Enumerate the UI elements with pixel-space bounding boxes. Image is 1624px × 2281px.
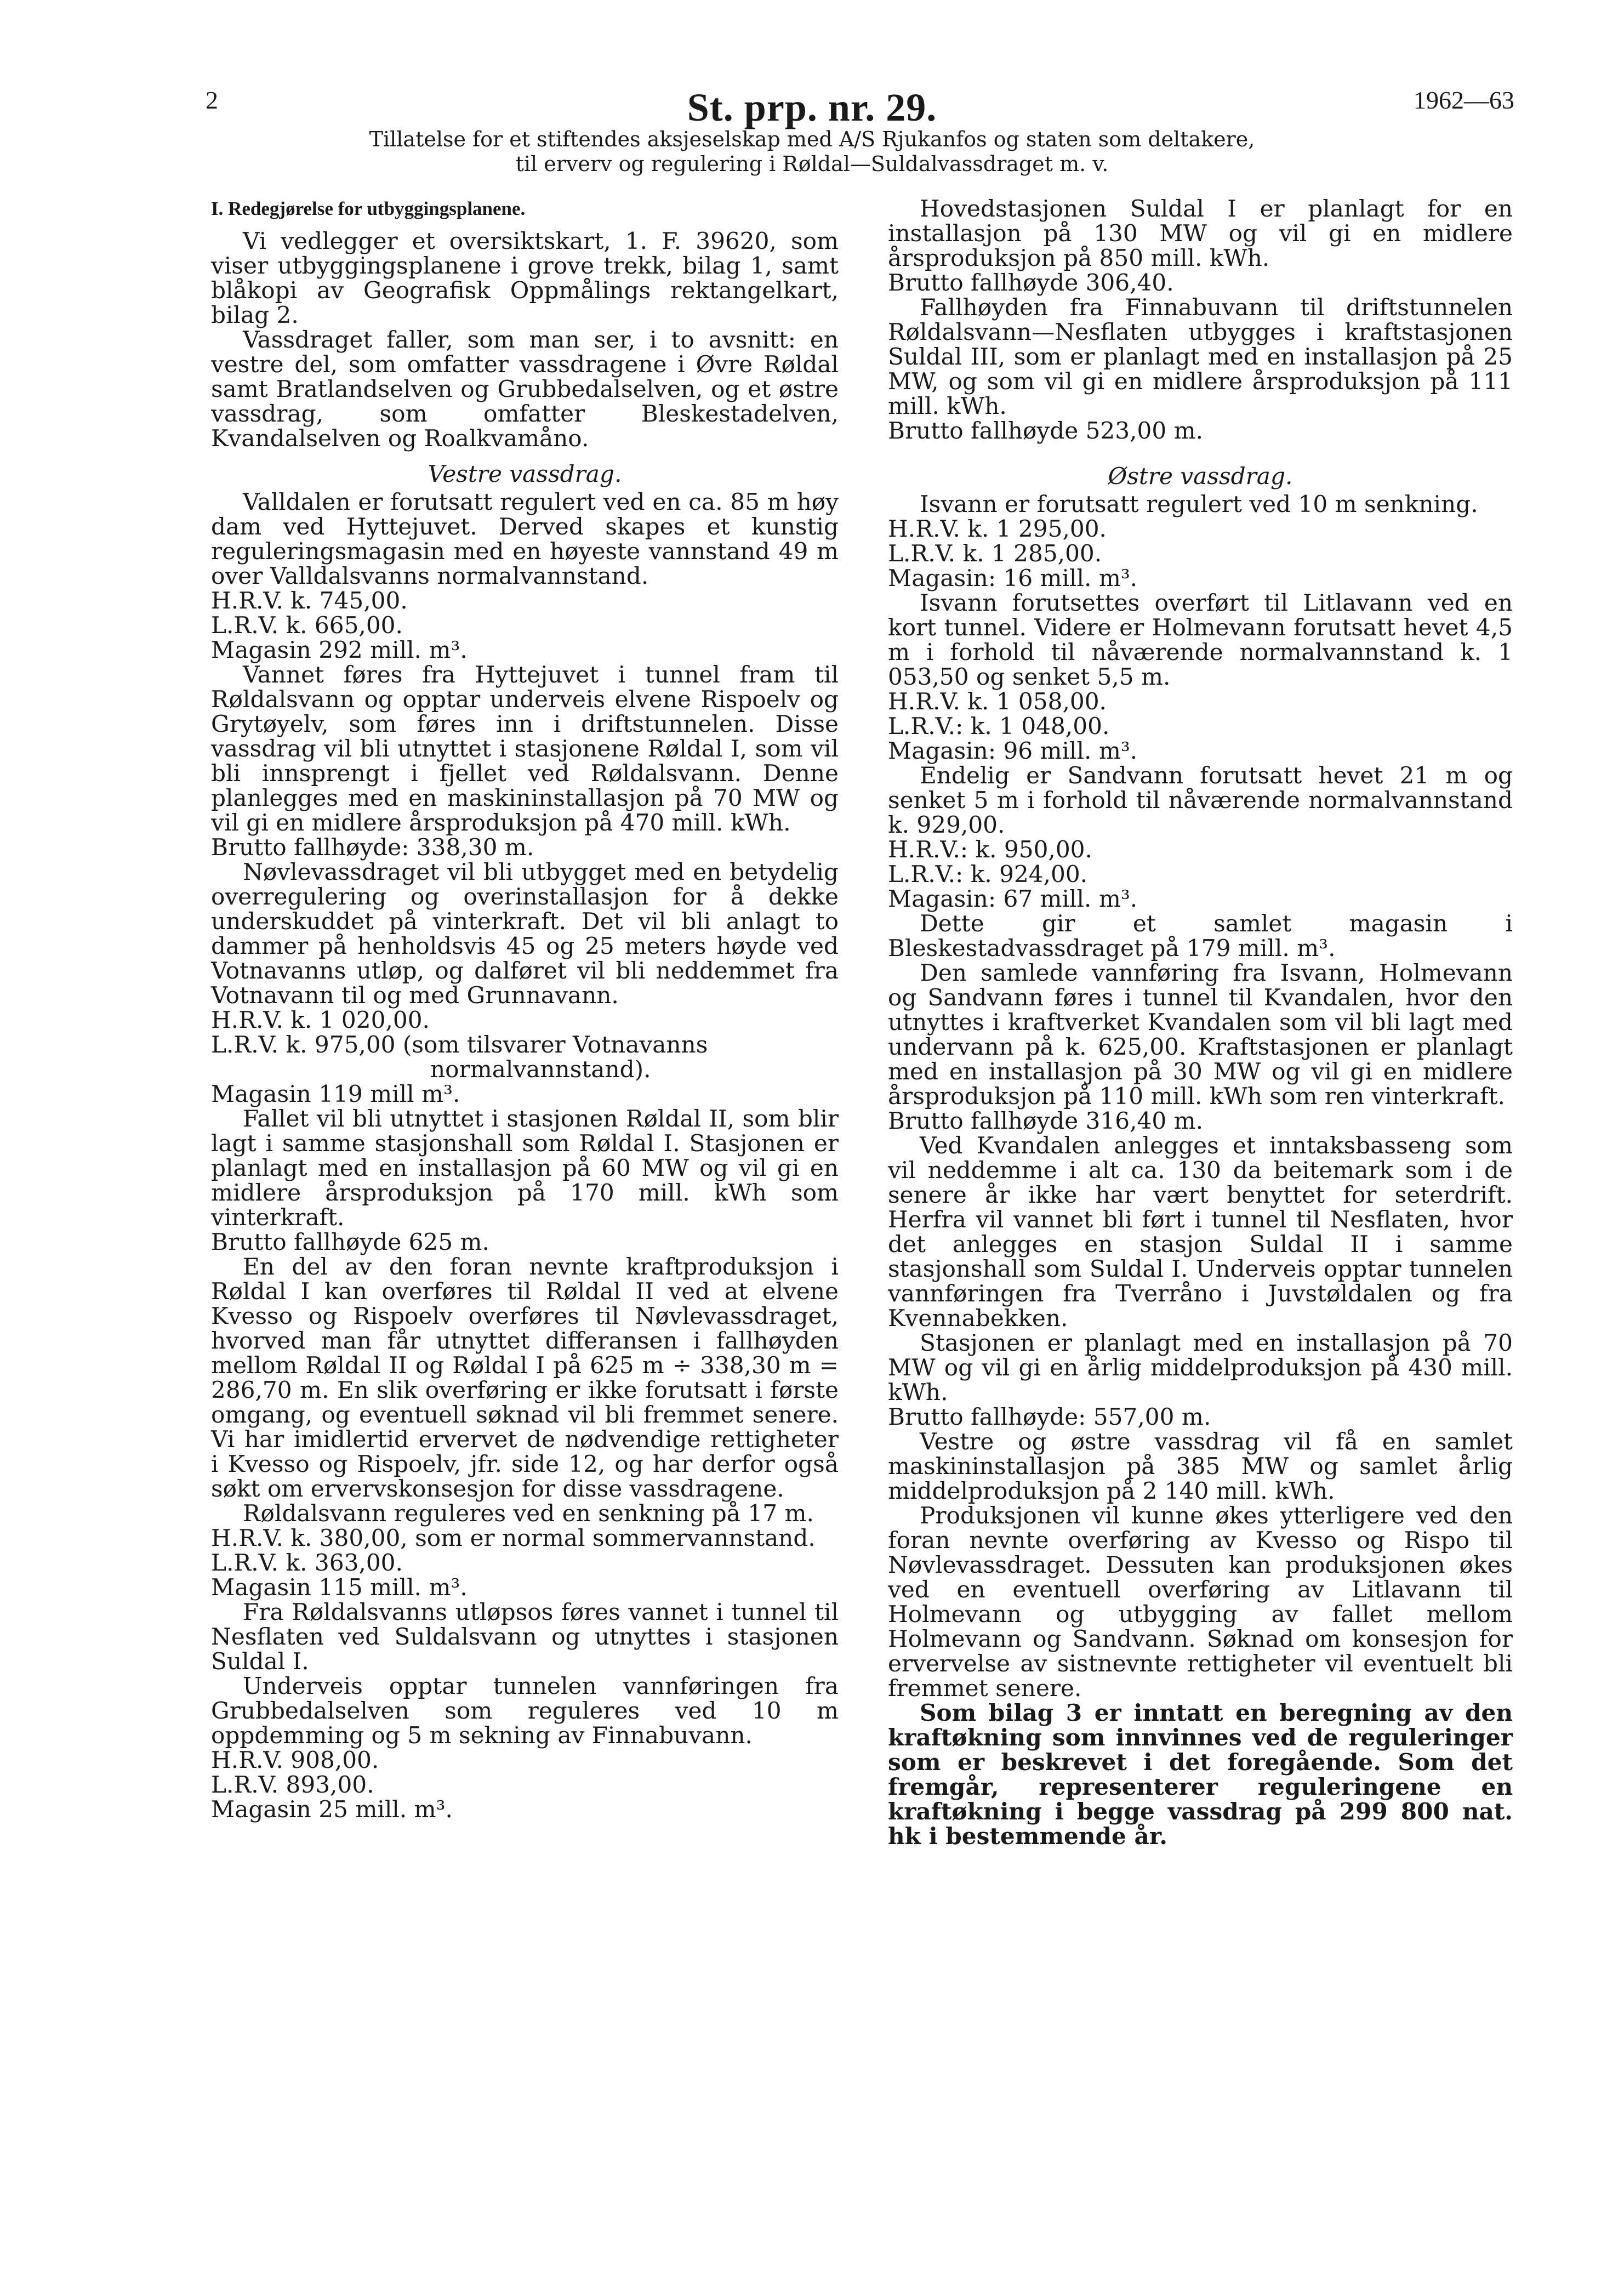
section-heading: I. Redegjørelse for utbyggingsplanene. [211,198,526,219]
data-line: Brutto fallhøyde 306,40. [888,269,1174,296]
data-line: L.R.V. k. 1 285,00. [888,540,1102,567]
data-line: L.R.V. k. 975,00 (som tilsvarer Votnavanns [211,1031,708,1058]
paragraph: Endelig er Sandvann forutsatt hevet 21 m og senket 5 m i forhold til nåværende normalvannstand k. 929,00. [888,762,1513,838]
paragraph: Vi vedlegger et oversiktskart, 1. F. 39620, som viser utbyggingsplanene i grove trekk, bilag 1, samt blåkopi av Geografisk Oppmålings rektangelkart, bilag 2. [211,227,839,328]
left-column [211,196,839,1822]
document-year: 1962—63 [1414,86,1514,114]
paragraph: Hovedstasjonen Suldal I er planlagt for en installasjon på 130 MW og vil gi en midlere årsproduksjon på 850 mill. kWh. [888,195,1513,271]
paragraph: Den samlede vannføring fra Isvann, Holmevann og Sandvann føres i tunnel til Kvandalen, hvor den utnyttes i kraftverket Kvandalen som vil bli lagt med undervann på k. 625,00. Kraftstasjonen er planlagt med en installasjon på 30 MW og vil gi en midlere årsproduksjon på 110 mill. kWh som ren vinterkraft. [888,959,1513,1110]
data-line: H.R.V. k. 1 058,00. [888,688,1107,715]
paragraph: Vannet føres fra Hyttejuvet i tunnel fram til Røldalsvann og opptar underveis elvene Rispoelv og Grytøyelv, som føres inn i driftstunnelen. Disse vassdrag vil bli utnyttet i stasjonene Røldal I, som vil bli innsprengt i fjellet ved Røldalsvann. Denne planlegges med en maskininstallasjon på 70 MW og vil gi en midlere årsproduksjon på 470 mill. kWh. [211,661,839,836]
paragraph: Vestre og østre vassdrag vil få en samlet maskininstallasjon på 385 MW og samlet årlig middelproduksjon på 2 140 mill. kWh. [888,1428,1513,1504]
paragraph: Nøvlevassdraget vil bli utbygget med en betydelig overregulering og overinstallasjon for å dekke underskuddet på vinterkraft. Det vil bli anlagt to dammer på henholdsvis 45 og 25 meters høyde ved Votnavanns utløp, og dalføret vil bli neddemmet fra Votnavann til og med Grunnavann. [211,858,839,1009]
document-subtitle [0,127,1624,177]
paragraph: Ved Kvandalen anlegges et inntaksbasseng som vil neddemme i alt ca. 130 da beitemark som i de senere år ikke har vært benyttet for seterdrift. Herfra vil vannet bli ført i tunnel til Nesflaten, hvor det anlegges en stasjon Suldal II i samme stasjonshall som Suldal I. Underveis opptar tunnelen vannføringen fra Tverråno i Juvstøldalen og fra Kvennabekken. [888,1132,1513,1332]
data-line: Brutto fallhøyde: 338,30 m. [211,834,534,861]
data-line: Magasin: 67 mill. m³. [888,885,1138,912]
page-number: 2 [206,86,218,114]
data-line: H.R.V. 908,00. [211,1747,379,1773]
paragraph: Vassdraget faller, som man ser, i to avsnitt: en vestre del, som omfatter vassdragene i Øvre Røldal samt Bratlandselven og Grubbedalselven, og et østre vassdrag, som omfatter Bleskestadelven, Kvandalselven og Roalkvamåno. [211,326,839,452]
data-line: Brutto fallhøyde: 557,00 m. [888,1403,1211,1430]
subtitle-line: Tillatelse for et stiftendes aksjeselskap med A/S Rjukanfos og staten som deltakere, [369,127,1255,151]
paragraph: Valldalen er forutsatt regulert ved en ca. 85 m høy dam ved Hyttejuvet. Derved skapes et kunstig reguleringsmagasin med en høyeste vannstand 49 m over Valldalsvanns normalvannstand. [211,488,839,589]
data-line: Magasin 25 mill. m³. [211,1796,453,1823]
paragraph: Fra Røldalsvanns utløpsos føres vannet i tunnel til Nesflaten ved Suldalsvann og utnyttes i stasjonen Suldal I. [211,1599,839,1675]
document-title: St. prp. nr. 29. [687,86,937,129]
data-line: Magasin 115 mill. m³. [211,1574,468,1601]
data-line: Magasin: 96 mill. m³. [888,737,1138,764]
data-line: H.R.V. k. 1 295,00. [888,515,1107,542]
data-line: H.R.V.: k. 950,00. [888,836,1092,863]
data-line: L.R.V. k. 363,00. [211,1549,403,1576]
data-line: L.R.V.: k. 1 048,00. [888,713,1110,740]
data-line: Brutto fallhøyde 523,00 m. [888,417,1204,444]
data-line: L.R.V. 893,00. [211,1771,374,1798]
data-line: H.R.V. k. 745,00. [211,587,408,614]
paragraph: Fallhøyden fra Finnabuvann til driftstunnelen Røldalsvann—Nesflaten utbygges i kraftstasjonen Suldal III, som er planlagt med en installasjon på 25 MW, og som vil gi en midlere årsproduksjon på 111 mill. kWh. [888,294,1513,419]
right-column [888,196,1513,1848]
data-line: H.R.V. k. 380,00, som er normal sommervannstand. [211,1525,816,1551]
paragraph: Produksjonen vil kunne økes ytterligere ved den foran nevnte overføring av Kvesso og Rispo til Nøvlevassdraget. Dessuten kan produksjonen økes ved en eventuell overføring av Litlavann til Holmevann og utbygging av fallet mellom Holmevann og Sandvann. Søknad om konsesjon for ervervelse av sistnevnte rettigheter vil eventuelt bli fremmet senere. [888,1502,1513,1702]
data-line: L.R.V.: k. 924,00. [888,861,1088,888]
subtitle-line: til erverv og regulering i Røldal—Suldalvassdraget m. v. [515,152,1109,176]
subsection-heading: Vestre vassdrag. [428,460,622,487]
data-line: normalvannstand). [430,1056,651,1083]
paragraph: Isvann er forutsatt regulert ved 10 m senkning. [920,491,1478,517]
paragraph: Dette gir et samlet magasin i Bleskestadvassdraget på 179 mill. m³. [888,910,1513,962]
paragraph: Røldalsvann reguleres ved en senkning på 17 m. [243,1500,814,1527]
data-line: Magasin 119 mill m³. [211,1080,460,1107]
paragraph: En del av den foran nevnte kraftproduksjon i Røldal I kan overføres til Røldal II ved at elvene Kvesso og Rispoelv overføres til Nøvlevassdraget, hvorved man får utnyttet differansen i fallhøyden mellom Røldal II og Røldal I på 625 m ÷ 338,30 m = 286,70 m. En slik overføring er ikke forutsatt i første omgang, og eventuell søknad vil bli fremmet senere. Vi har imidlertid ervervet de nødvendige rettigheter i Kvesso og Rispoelv, jfr. side 12, og har derfor også søkt om ervervskonsesjon for disse vassdragene. [211,1253,839,1502]
data-line: Brutto fallhøyde 625 m. [211,1228,489,1255]
paragraph: Underveis opptar tunnelen vannføringen fra Grubbedalselven som reguleres ved 10 m oppdemming og 5 m sekning av Finnabuvann. [211,1673,839,1749]
data-line: Magasin: 16 mill. m³. [888,565,1138,591]
data-line: H.R.V. k. 1 020,00. [211,1006,430,1033]
paragraph: Stasjonen er planlagt med en installasjon på 70 MW og vil gi en årlig middelproduksjon på 430 mill. kWh. [888,1329,1513,1406]
subsection-heading: Østre vassdrag. [1108,463,1293,490]
data-line: Magasin 292 mill. m³. [211,636,468,663]
paragraph: Som bilag 3 er inntatt en beregning av den kraftøkning som innvinnes ved de reguleringer som er beskrevet i det foregående. Som det fremgår, representerer reguleringene en kraftøkning i begge vassdrag på 299 800 nat. hk i bestemmende år. [888,1699,1513,1850]
paragraph: Fallet vil bli utnyttet i stasjonen Røldal II, som blir lagt i samme stasjonshall som Røldal I. Stasjonen er planlagt med en installasjon på 60 MW og vil gi en midlere årsproduksjon på 170 mill. kWh som vinterkraft. [211,1105,839,1231]
data-line: L.R.V. k. 665,00. [211,612,403,639]
data-line: Brutto fallhøyde 316,40 m. [888,1107,1204,1134]
paragraph: Isvann forutsettes overført til Litlavann ved en kort tunnel. Videre er Holmevann forutsatt hevet 4,5 m i forhold til nåværende normalvannstand k. 1 053,50 og senket 5,5 m. [888,589,1513,690]
